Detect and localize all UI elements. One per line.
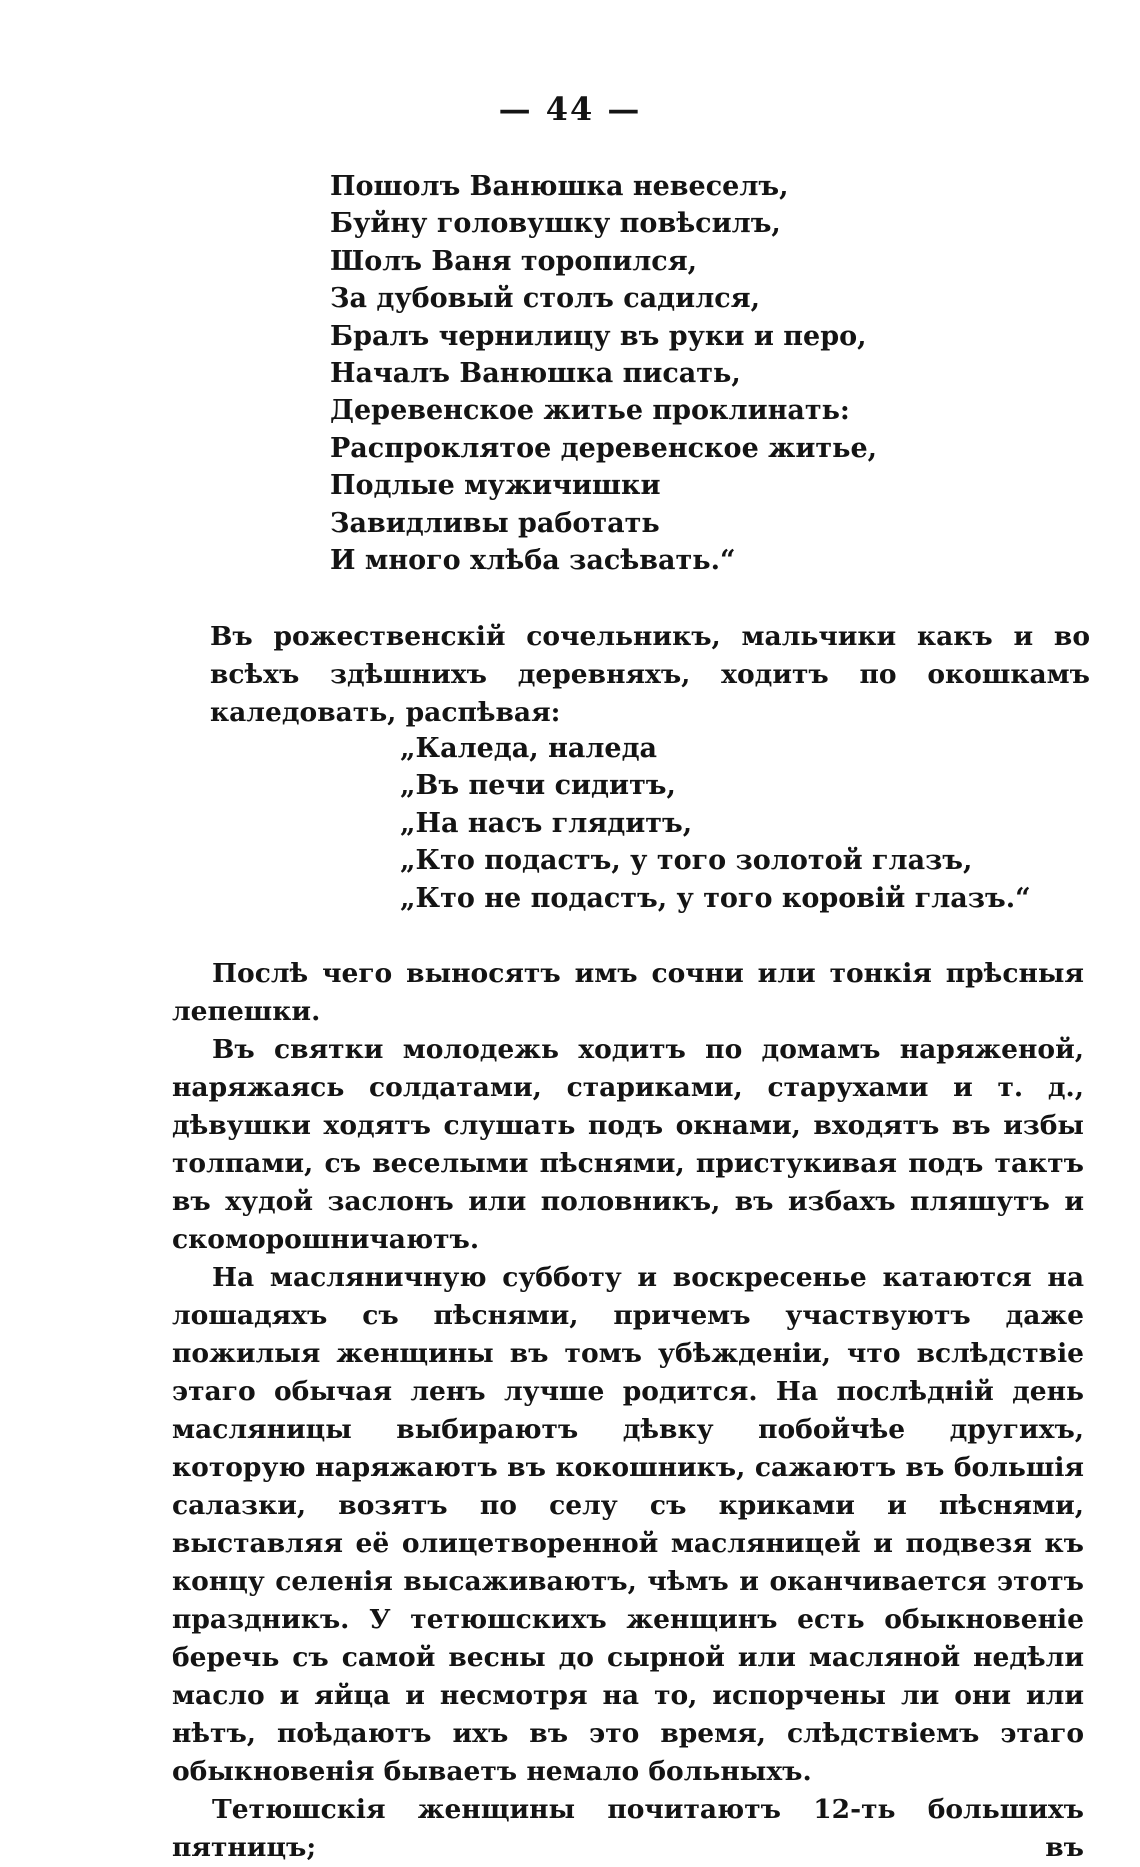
poem-line: Шолъ Ваня торопился, [330, 245, 698, 277]
poem-line: „Кто не подастъ, у того коровій глазъ.“ [400, 882, 1031, 914]
poem-line: Распроклятое деревенское житье, [330, 432, 878, 464]
poem-line: Пошолъ Ванюшка невеселъ, [330, 171, 789, 202]
paragraph-text: Въ рожественскій сочельникъ, мальчики какъ и во всѣхъ здѣшнихъ деревняхъ, ходитъ по окошкамъ каледовать, распѣвая: [210, 621, 1090, 728]
poem-line: И много хлѣба засѣвать.“ [330, 544, 736, 576]
poem-line: Началъ Ванюшка писать, [330, 357, 741, 389]
poem-line: „Каледа, наледа [400, 733, 658, 764]
page-number: — 44 — [498, 90, 642, 128]
poem-line: Бралъ чернилицу въ руки и перо, [330, 320, 867, 352]
poem-kaleda-song [400, 730, 1031, 917]
paragraph-christmas-eve [210, 618, 1090, 732]
poem-line: Завидливы работать [330, 507, 660, 539]
paragraph-after-song: Послѣ чего выносятъ имъ сочни или тонкія прѣсныя лепешки. [172, 958, 1084, 1027]
poem-line: За дубовый столъ садился, [330, 283, 761, 315]
body-text [172, 955, 1084, 1867]
poem-line: Буйну головушку повѣсилъ, [330, 208, 781, 240]
poem-line: „Кто подастъ, у того золотой глазъ, [400, 845, 973, 877]
paragraph-fridays: Тетюшскія женщины почитаютъ 12-ть большихъ пятницъ; въ [172, 1794, 1084, 1863]
paragraph-maslenitsa: На масляничную субботу и воскресенье катаются на лошадяхъ съ пѣснями, причемъ участвуютъ даже пожилыя женщины въ томъ убѣжденіи, что вслѣдствіе этаго обычая ленъ лучше родится. На послѣдній день масляницы выбираютъ дѣвку побойчѣе другихъ, которую наряжаютъ въ кокошникъ, сажаютъ въ большія салазки, возятъ по селу съ криками и пѣснями, выставляя её олицетворенной масляницей и подвезя къ концу селенія высаживаютъ, чѣмъ и оканчивается этотъ праздникъ. У тетюшскихъ женщинъ есть обыкновеніе беречь съ самой весны до сырной или масляной недѣли масло и яйца и несмотря на то, испорчены ли они или нѣтъ, поѣдаютъ ихъ въ это время, слѣдствіемъ этаго обыкновенія бываетъ немало больныхъ. [172, 1262, 1084, 1787]
poem-line: „Въ печи сидитъ, [400, 770, 676, 802]
poem-line: Подлые мужичишки [330, 470, 661, 502]
poem-line: Деревенское житье проклинать: [330, 395, 850, 427]
paragraph-svyatki: Въ святки молодежь ходитъ по домамъ наряженой, наряжаясь солдатами, стариками, старухами и т. д., дѣвушки ходятъ слушать подъ окнами, входятъ въ избы толпами, съ веселыми пѣснями, пристукивая подъ тактъ въ худой заслонъ или половникъ, въ избахъ пляшутъ и скоморошничаютъ. [172, 1034, 1084, 1255]
poem-line: „На насъ глядитъ, [400, 807, 693, 839]
poem-ivan-lament [330, 168, 877, 579]
